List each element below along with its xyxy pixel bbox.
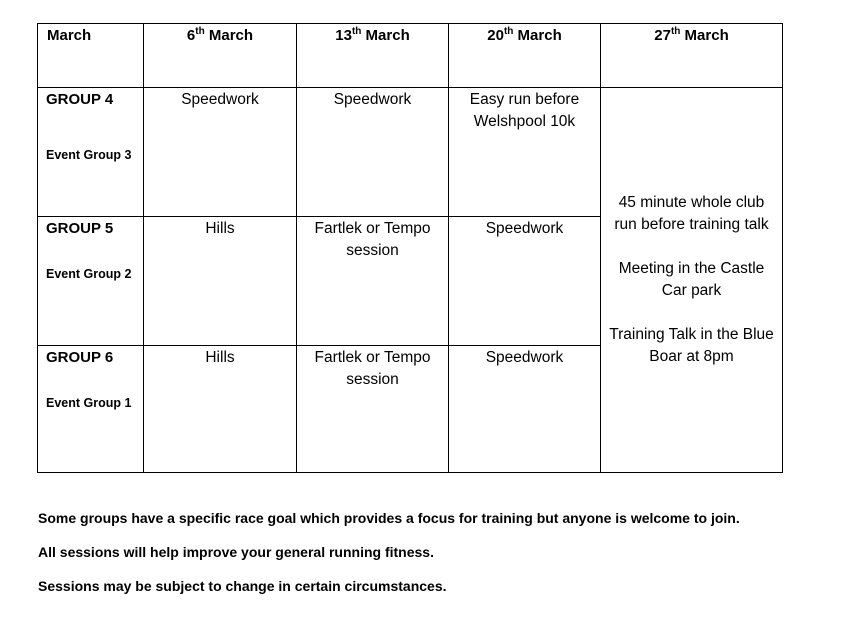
header-row [38, 24, 783, 88]
session-text: Speedwork [333, 91, 412, 108]
table-row-group-4 [38, 88, 783, 217]
header-cell-month [38, 24, 144, 88]
session-text-line: Fartlek or Tempo [314, 220, 431, 237]
note-line: 45 minute whole club [618, 194, 765, 211]
note-line: run before training talk [614, 216, 769, 233]
note-line: Car park [661, 282, 722, 299]
header-date-1 [144, 24, 296, 44]
session-text: Hills [205, 220, 235, 237]
session-cell [449, 346, 601, 473]
date-2-suffix: th [351, 26, 362, 37]
date-2-day: 13 [335, 27, 352, 44]
date-3-month: March [513, 27, 562, 44]
date-3-day: 20 [487, 27, 504, 44]
session-cell [144, 346, 297, 473]
training-schedule-table [37, 23, 783, 473]
date-1-month: March [204, 27, 254, 44]
group-name: GROUP 4 [46, 91, 114, 108]
group-cell [38, 346, 144, 473]
session-text [297, 346, 448, 391]
header-cell-date-1 [144, 24, 297, 88]
session-cell [297, 217, 449, 346]
training-talk-note [603, 324, 780, 368]
meeting-point-note [603, 258, 780, 302]
event-group: Event Group 1 [46, 396, 132, 410]
header-date-2 [297, 24, 448, 44]
session-text [449, 88, 600, 133]
group-cell [38, 217, 144, 346]
date-1-suffix: th [195, 26, 205, 37]
session-text-line: session [346, 371, 399, 388]
event-group: Event Group 3 [46, 148, 132, 162]
session-cell [144, 217, 297, 346]
header-cell-date-4 [601, 24, 783, 88]
group-name: GROUP 6 [46, 349, 114, 366]
header-cell-date-2 [297, 24, 449, 88]
session-text [297, 217, 448, 262]
session-text-line: Welshpool 10k [473, 113, 576, 130]
session-cell [144, 88, 297, 217]
date-3-suffix: th [503, 26, 514, 37]
session-text-line: Easy run before [469, 91, 580, 108]
date-1-day: 6 [186, 27, 196, 44]
group-name: GROUP 5 [46, 220, 114, 237]
schedule-notes [38, 510, 740, 612]
session-text: Speedwork [485, 220, 564, 237]
note-line: Boar at 8pm [649, 348, 734, 365]
session-text-line: session [346, 242, 399, 259]
header-month-label: March [47, 27, 92, 44]
note-subject-to-change: Sessions may be subject to change in certain circumstances. [38, 578, 447, 594]
note-general-fitness: All sessions will help improve your general running fitness. [38, 544, 434, 560]
session-cell [449, 217, 601, 346]
header-date-4 [601, 24, 782, 44]
header-cell-date-3 [449, 24, 601, 88]
session-cell [449, 88, 601, 217]
whole-club-run-note [603, 192, 780, 236]
date-4-suffix: th [670, 26, 681, 37]
date-4-month: March [680, 27, 729, 44]
date-2-month: March [361, 27, 410, 44]
session-text: Hills [205, 349, 235, 366]
session-cell [297, 88, 449, 217]
note-line: Meeting in the Castle [618, 260, 765, 277]
session-text: Speedwork [485, 349, 564, 366]
whole-club-session-cell [601, 88, 783, 473]
whole-club-session-text [601, 192, 782, 368]
note-race-goal: Some groups have a specific race goal which provides a focus for training but anyone is welcome to join. [38, 510, 740, 526]
event-group: Event Group 2 [46, 267, 132, 281]
session-cell [297, 346, 449, 473]
note-line: Training Talk in the Blue [609, 326, 774, 343]
session-text-line: Fartlek or Tempo [314, 349, 431, 366]
header-date-3 [449, 24, 600, 44]
date-4-day: 27 [654, 27, 671, 44]
session-text: Speedwork [181, 91, 259, 108]
group-cell [38, 88, 144, 217]
